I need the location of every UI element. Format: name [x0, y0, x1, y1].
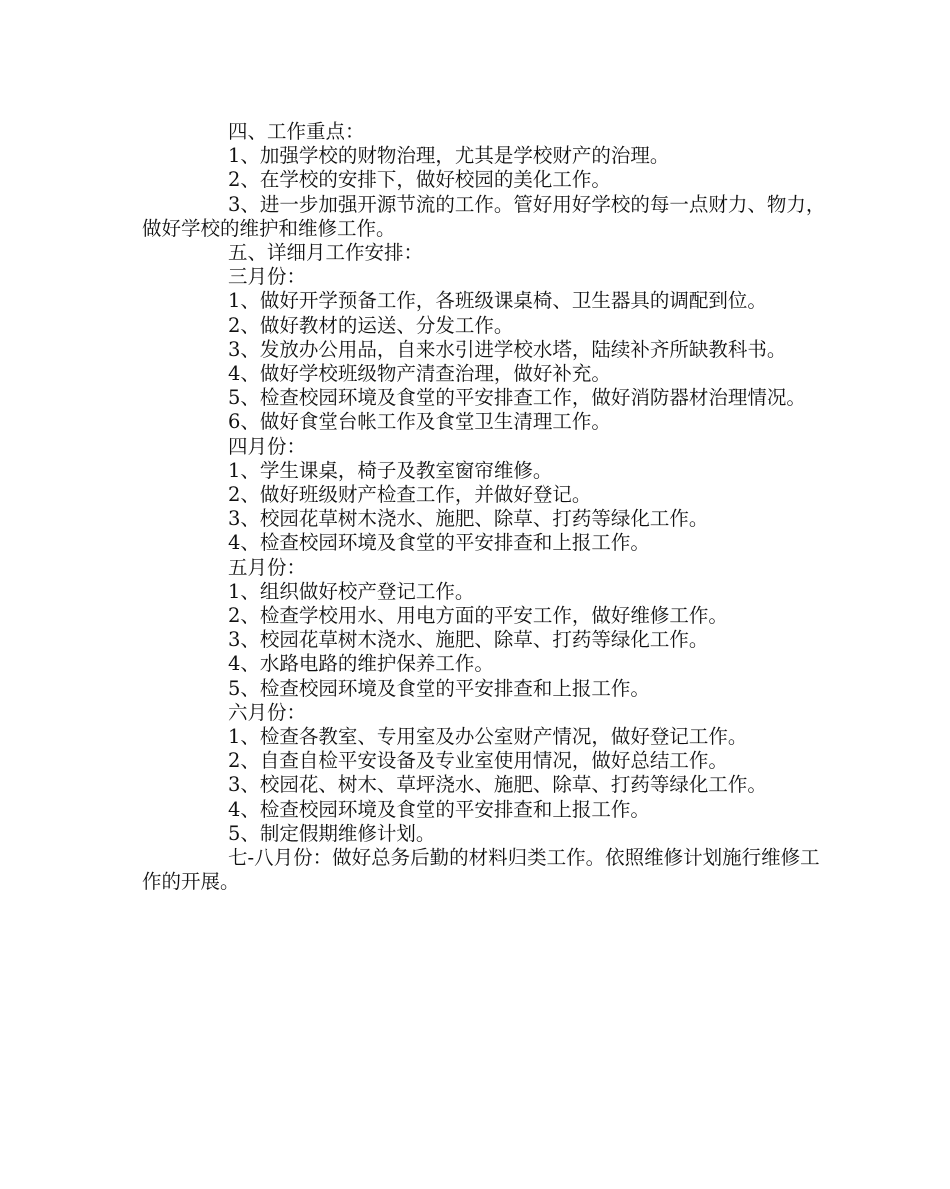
document-body: [142, 120, 832, 895]
paragraph: 3、校园花、树木、草坪浇水、施肥、除草、打药等绿化工作。: [228, 773, 767, 797]
month-heading-may: 五月份：: [228, 555, 307, 579]
month-heading-june: 六月份：: [228, 700, 307, 724]
paragraph: 3、校园花草树木浇水、施肥、除草、打药等绿化工作。: [228, 628, 709, 652]
paragraph: 1、学生课桌，椅子及教室窗帘维修。: [228, 458, 553, 482]
paragraph: 4、检查校园环境及食堂的平安排查和上报工作。: [228, 797, 650, 821]
paragraph: 5、制定假期维修计划。: [228, 821, 436, 845]
paragraph: 4、做好学校班级物产清查治理，做好补充。: [228, 362, 611, 386]
paragraph: 3、校园花草树木浇水、施肥、除草、打药等绿化工作。: [228, 507, 709, 531]
paragraph: 2、做好教材的运送、分发工作。: [228, 313, 514, 337]
paragraph: 1、检查各教室、专用室及办公室财产情况，做好登记工作。: [228, 725, 748, 749]
paragraph: 2、检查学校用水、用电方面的平安工作，做好维修工作。: [228, 604, 728, 628]
paragraph: 1、做好开学预备工作，各班级课桌椅、卫生器具的调配到位。: [228, 289, 767, 313]
month-heading-march: 三月份：: [228, 265, 307, 289]
paragraph: 4、检查校园环境及食堂的平安排查和上报工作。: [228, 531, 650, 555]
month-heading-april: 四月份：: [228, 434, 307, 458]
section-heading-monthly-plan: 五、详细月工作安排：: [228, 241, 424, 265]
paragraph-july-august: 七-八月份：做好总务后勤的材料归类工作。依照维修计划施行维修工作的开展。: [142, 846, 820, 894]
paragraph: 4、水路电路的维护保养工作。: [228, 652, 494, 676]
paragraph: 6、做好食堂台帐工作及食堂卫生清理工作。: [228, 410, 611, 434]
paragraph: 1、组织做好校产登记工作。: [228, 579, 475, 603]
paragraph: 2、做好班级财产检查工作，并做好登记。: [228, 483, 592, 507]
paragraph: 3、进一步加强开源节流的工作。管好用好学校的每一点财力、物力，做好学校的维护和维修工作。: [142, 192, 826, 240]
paragraph: 2、在学校的安排下，做好校园的美化工作。: [228, 168, 611, 192]
paragraph: 5、检查校园环境及食堂的平安排查和上报工作。: [228, 676, 650, 700]
paragraph: 1、加强学校的财物治理，尤其是学校财产的治理。: [228, 144, 670, 168]
paragraph: 5、检查校园环境及食堂的平安排查工作，做好消防器材治理情况。: [228, 386, 806, 410]
section-heading-work-focus: 四、工作重点：: [228, 120, 365, 143]
paragraph: 2、自查自检平安设备及专业室使用情况，做好总结工作。: [228, 749, 728, 773]
paragraph: 3、发放办公用品，自来水引进学校水塔，陆续补齐所缺教科书。: [228, 337, 787, 361]
